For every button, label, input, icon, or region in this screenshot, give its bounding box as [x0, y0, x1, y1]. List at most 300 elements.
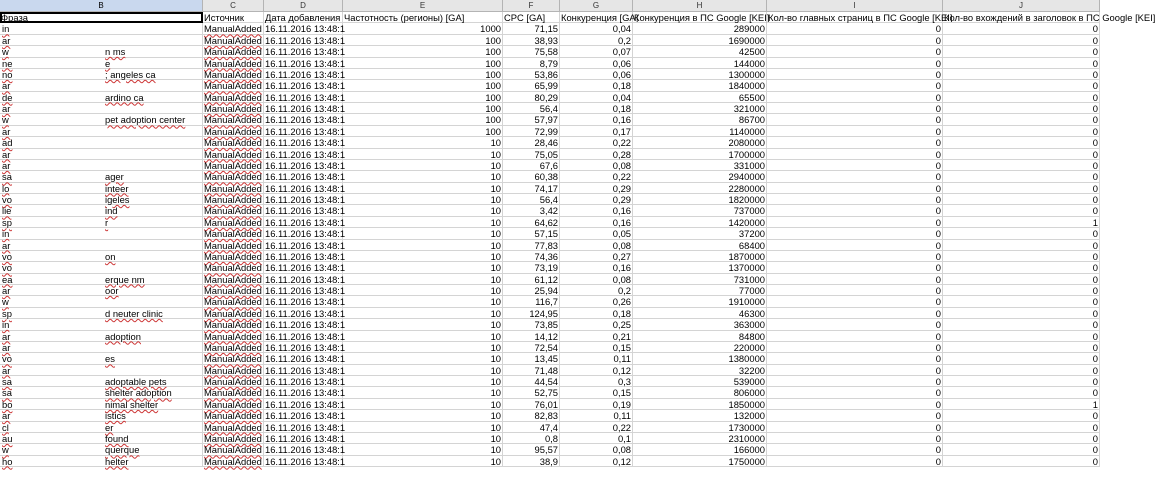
kei-cell[interactable]: 42500	[633, 46, 767, 57]
freq-cell[interactable]: 10	[343, 433, 503, 444]
column-header-f[interactable]: F	[503, 0, 560, 12]
phrase-cell[interactable]	[0, 262, 203, 273]
kei-cell[interactable]: 2080000	[633, 137, 767, 148]
date-cell[interactable]: 16.11.2016 13:48:1	[265, 239, 346, 251]
main-cell[interactable]: 0	[767, 58, 943, 69]
kei-cell[interactable]: 65500	[633, 92, 767, 103]
date-cell[interactable]: 16.11.2016 13:48:1	[265, 353, 346, 365]
main-cell[interactable]: 0	[767, 69, 943, 80]
freq-cell[interactable]: 10	[343, 228, 503, 239]
phrase-cell[interactable]	[0, 149, 203, 160]
column-header-b[interactable]: B	[0, 0, 203, 12]
src-cell[interactable]: ManualAdded	[203, 46, 264, 57]
comp-cell[interactable]: 0,29	[560, 183, 633, 194]
main-cell[interactable]: 0	[767, 126, 943, 137]
date-cell[interactable]: 16.11.2016 13:48:1	[265, 330, 346, 342]
kei-cell[interactable]: 1730000	[633, 422, 767, 433]
freq-cell[interactable]: 10	[343, 308, 503, 319]
kei-cell[interactable]: 1750000	[633, 456, 767, 467]
comp-cell[interactable]: 0,1	[560, 433, 633, 444]
main-cell[interactable]: 0	[767, 342, 943, 353]
date-cell[interactable]: 16.11.2016 13:48:1	[265, 137, 346, 149]
phrase-cell[interactable]	[0, 137, 203, 148]
src-cell[interactable]: ManualAdded	[203, 319, 264, 330]
title-cell[interactable]: 0	[943, 23, 1100, 34]
date-cell[interactable]: 16.11.2016 13:48:1	[265, 273, 346, 285]
cpc-cell[interactable]: 44,54	[503, 376, 560, 387]
kei-cell[interactable]: 32200	[633, 365, 767, 376]
phrase-cell[interactable]	[0, 46, 203, 57]
src-cell[interactable]: ManualAdded	[203, 444, 264, 455]
kei-cell[interactable]: 2310000	[633, 433, 767, 444]
title-cell[interactable]: 0	[943, 92, 1100, 103]
src-cell[interactable]: ManualAdded	[203, 171, 264, 182]
kei-cell[interactable]: 331000	[633, 160, 767, 171]
date-cell[interactable]: 16.11.2016 13:48:1	[265, 285, 346, 296]
phrase-cell[interactable]	[0, 387, 203, 398]
src-cell[interactable]: ManualAdded	[203, 422, 264, 433]
title-cell[interactable]: 0	[943, 183, 1100, 194]
comp-cell[interactable]: 0,18	[560, 103, 633, 114]
title-cell[interactable]: 0	[943, 80, 1100, 91]
phrase-cell[interactable]	[0, 308, 203, 319]
kei-cell[interactable]: 1840000	[633, 80, 767, 91]
kei-cell[interactable]: 806000	[633, 387, 767, 398]
freq-cell[interactable]: 100	[343, 46, 503, 57]
phrase-cell[interactable]	[0, 342, 203, 353]
cpc-cell[interactable]: 38,93	[503, 35, 560, 46]
cpc-cell[interactable]: 60,38	[503, 171, 560, 182]
date-cell[interactable]: 16.11.2016 13:48:1	[265, 319, 346, 331]
column-header-h[interactable]: H	[633, 0, 767, 12]
date-cell[interactable]: 16.11.2016 13:48:1	[265, 205, 346, 217]
date-cell[interactable]: 16.11.2016 13:48:1	[265, 398, 346, 410]
cpc-cell[interactable]: 74,36	[503, 251, 560, 262]
header-cell[interactable]: Частотность (регионы) [GA]	[343, 12, 503, 23]
phrase-cell[interactable]	[0, 171, 203, 182]
freq-cell[interactable]: 100	[343, 58, 503, 69]
src-cell[interactable]: ManualAdded	[203, 342, 264, 353]
date-cell[interactable]: 16.11.2016 13:48:1	[265, 68, 346, 80]
main-cell[interactable]: 0	[767, 23, 943, 34]
kei-cell[interactable]: 737000	[633, 205, 767, 216]
date-cell[interactable]: 16.11.2016 13:48:1	[265, 228, 346, 240]
title-cell[interactable]: 0	[943, 228, 1100, 239]
title-cell[interactable]: 0	[943, 114, 1100, 125]
phrase-cell[interactable]	[0, 183, 203, 194]
freq-cell[interactable]: 10	[343, 160, 503, 171]
cpc-cell[interactable]: 3,42	[503, 205, 560, 216]
main-cell[interactable]: 0	[767, 353, 943, 364]
src-cell[interactable]: ManualAdded	[203, 251, 264, 262]
cpc-cell[interactable]: 72,99	[503, 126, 560, 137]
cpc-cell[interactable]: 56,4	[503, 194, 560, 205]
title-cell[interactable]: 0	[943, 433, 1100, 444]
kei-cell[interactable]: 1820000	[633, 194, 767, 205]
title-cell[interactable]: 0	[943, 342, 1100, 353]
kei-cell[interactable]: 37200	[633, 228, 767, 239]
src-cell[interactable]: ManualAdded	[203, 205, 264, 216]
kei-cell[interactable]: 132000	[633, 410, 767, 421]
date-cell[interactable]: 16.11.2016 13:48:1	[265, 46, 346, 58]
kei-cell[interactable]: 1140000	[633, 126, 767, 137]
date-cell[interactable]: 16.11.2016 13:48:1	[265, 250, 346, 262]
cpc-cell[interactable]: 14,12	[503, 331, 560, 342]
title-cell[interactable]: 0	[943, 319, 1100, 330]
cpc-cell[interactable]: 124,95	[503, 308, 560, 319]
date-cell[interactable]: 16.11.2016 13:48:1	[265, 410, 346, 422]
src-cell[interactable]: ManualAdded	[203, 274, 264, 285]
src-cell[interactable]: ManualAdded	[203, 23, 264, 34]
freq-cell[interactable]: 10	[343, 137, 503, 148]
comp-cell[interactable]: 0,21	[560, 331, 633, 342]
title-cell[interactable]: 0	[943, 240, 1100, 251]
title-cell[interactable]: 0	[943, 160, 1100, 171]
freq-cell[interactable]: 10	[343, 342, 503, 353]
date-cell[interactable]: 16.11.2016 13:48:1	[265, 216, 346, 228]
comp-cell[interactable]: 0,04	[560, 92, 633, 103]
date-cell[interactable]: 16.11.2016 13:48:1	[265, 455, 346, 467]
src-cell[interactable]: ManualAdded	[203, 308, 264, 319]
main-cell[interactable]: 0	[767, 92, 943, 103]
phrase-cell[interactable]	[0, 228, 203, 239]
comp-cell[interactable]: 0,28	[560, 149, 633, 160]
cpc-cell[interactable]: 73,85	[503, 319, 560, 330]
main-cell[interactable]: 0	[767, 228, 943, 239]
freq-cell[interactable]: 10	[343, 422, 503, 433]
kei-cell[interactable]: 84800	[633, 331, 767, 342]
date-cell[interactable]: 16.11.2016 13:48:1	[265, 364, 346, 376]
phrase-cell[interactable]	[0, 433, 203, 444]
kei-cell[interactable]: 539000	[633, 376, 767, 387]
phrase-cell[interactable]	[0, 240, 203, 251]
kei-cell[interactable]: 1420000	[633, 217, 767, 228]
title-cell[interactable]: 0	[943, 46, 1100, 57]
freq-cell[interactable]: 10	[343, 183, 503, 194]
src-cell[interactable]: ManualAdded	[203, 240, 264, 251]
freq-cell[interactable]: 100	[343, 126, 503, 137]
title-cell[interactable]: 0	[943, 376, 1100, 387]
main-cell[interactable]: 0	[767, 422, 943, 433]
cpc-cell[interactable]: 57,97	[503, 114, 560, 125]
column-header-e[interactable]: E	[343, 0, 503, 12]
comp-cell[interactable]: 0,3	[560, 376, 633, 387]
column-header-j[interactable]: J	[943, 0, 1100, 12]
kei-cell[interactable]: 2280000	[633, 183, 767, 194]
column-header-c[interactable]: C	[203, 0, 264, 12]
cpc-cell[interactable]: 75,05	[503, 149, 560, 160]
kei-cell[interactable]: 68400	[633, 240, 767, 251]
cpc-cell[interactable]: 65,99	[503, 80, 560, 91]
active-cell-header[interactable]: Фраза	[0, 12, 203, 23]
phrase-cell[interactable]	[0, 126, 203, 137]
comp-cell[interactable]: 0,05	[560, 228, 633, 239]
freq-cell[interactable]: 10	[343, 456, 503, 467]
comp-cell[interactable]: 0,18	[560, 308, 633, 319]
phrase-cell[interactable]	[0, 274, 203, 285]
comp-cell[interactable]: 0,17	[560, 126, 633, 137]
cpc-cell[interactable]: 57,15	[503, 228, 560, 239]
kei-cell[interactable]: 1910000	[633, 296, 767, 307]
date-cell[interactable]: 16.11.2016 13:48:1	[265, 432, 346, 444]
date-cell[interactable]: 16.11.2016 13:48:1	[265, 80, 346, 92]
comp-cell[interactable]: 0,16	[560, 205, 633, 216]
phrase-cell[interactable]	[0, 205, 203, 216]
cpc-cell[interactable]: 0,8	[503, 433, 560, 444]
date-cell[interactable]: 16.11.2016 13:48:1	[265, 376, 346, 387]
src-cell[interactable]: ManualAdded	[203, 160, 264, 171]
main-cell[interactable]: 0	[767, 137, 943, 148]
freq-cell[interactable]: 100	[343, 80, 503, 91]
freq-cell[interactable]: 10	[343, 387, 503, 398]
main-cell[interactable]: 0	[767, 217, 943, 228]
freq-cell[interactable]: 10	[343, 296, 503, 307]
src-cell[interactable]: ManualAdded	[203, 149, 264, 160]
freq-cell[interactable]: 100	[343, 92, 503, 103]
phrase-cell[interactable]	[0, 444, 203, 455]
header-cell[interactable]: Источник	[203, 12, 264, 23]
cpc-cell[interactable]: 73,19	[503, 262, 560, 273]
title-cell[interactable]: 0	[943, 103, 1100, 114]
src-cell[interactable]: ManualAdded	[203, 285, 264, 296]
comp-cell[interactable]: 0,22	[560, 171, 633, 182]
date-cell[interactable]: 16.11.2016 13:48:1	[265, 444, 346, 456]
freq-cell[interactable]: 10	[343, 319, 503, 330]
cpc-cell[interactable]: 64,62	[503, 217, 560, 228]
main-cell[interactable]: 0	[767, 183, 943, 194]
title-cell[interactable]: 0	[943, 308, 1100, 319]
cpc-cell[interactable]: 71,15	[503, 23, 560, 34]
src-cell[interactable]: ManualAdded	[203, 410, 264, 421]
header-cell[interactable]: Кол-во главных страниц в ПС Google [KEI]	[768, 12, 953, 23]
src-cell[interactable]: ManualAdded	[203, 35, 264, 46]
src-cell[interactable]: ManualAdded	[203, 365, 264, 376]
kei-cell[interactable]: 321000	[633, 103, 767, 114]
comp-cell[interactable]: 0,15	[560, 342, 633, 353]
phrase-cell[interactable]	[0, 456, 203, 467]
date-cell[interactable]: 16.11.2016 13:48:1	[265, 23, 346, 35]
main-cell[interactable]: 0	[767, 433, 943, 444]
freq-cell[interactable]: 10	[343, 262, 503, 273]
cpc-cell[interactable]: 71,48	[503, 365, 560, 376]
date-cell[interactable]: 16.11.2016 13:48:1	[265, 114, 346, 126]
header-cell[interactable]: CPC [GA]	[503, 12, 560, 23]
header-cell[interactable]: Конкуренция [GA]	[561, 12, 639, 23]
title-cell[interactable]: 0	[943, 331, 1100, 342]
column-header-i[interactable]: I	[767, 0, 943, 12]
cpc-cell[interactable]: 95,57	[503, 444, 560, 455]
comp-cell[interactable]: 0,15	[560, 387, 633, 398]
comp-cell[interactable]: 0,06	[560, 69, 633, 80]
kei-cell[interactable]: 731000	[633, 274, 767, 285]
phrase-cell[interactable]	[0, 80, 203, 91]
title-cell[interactable]: 0	[943, 444, 1100, 455]
phrase-cell[interactable]	[0, 114, 203, 125]
phrase-cell[interactable]	[0, 23, 203, 34]
cpc-cell[interactable]: 116,7	[503, 296, 560, 307]
src-cell[interactable]: ManualAdded	[203, 114, 264, 125]
cpc-cell[interactable]: 77,83	[503, 240, 560, 251]
date-cell[interactable]: 16.11.2016 13:48:1	[265, 341, 346, 353]
main-cell[interactable]: 0	[767, 444, 943, 455]
freq-cell[interactable]: 10	[343, 240, 503, 251]
title-cell[interactable]: 0	[943, 35, 1100, 46]
comp-cell[interactable]: 0,16	[560, 262, 633, 273]
title-cell[interactable]: 0	[943, 205, 1100, 216]
title-cell[interactable]: 0	[943, 353, 1100, 364]
title-cell[interactable]: 1	[943, 399, 1100, 410]
main-cell[interactable]: 0	[767, 114, 943, 125]
comp-cell[interactable]: 0,29	[560, 194, 633, 205]
cpc-cell[interactable]: 56,4	[503, 103, 560, 114]
title-cell[interactable]: 0	[943, 171, 1100, 182]
kei-cell[interactable]: 86700	[633, 114, 767, 125]
phrase-cell[interactable]	[0, 331, 203, 342]
freq-cell[interactable]: 10	[343, 274, 503, 285]
main-cell[interactable]: 0	[767, 319, 943, 330]
comp-cell[interactable]: 0,22	[560, 137, 633, 148]
cpc-cell[interactable]: 52,75	[503, 387, 560, 398]
date-cell[interactable]: 16.11.2016 13:48:1	[265, 159, 346, 171]
title-cell[interactable]: 0	[943, 285, 1100, 296]
kei-cell[interactable]: 1700000	[633, 149, 767, 160]
cpc-cell[interactable]: 25,94	[503, 285, 560, 296]
date-cell[interactable]: 16.11.2016 13:48:1	[265, 125, 346, 137]
phrase-cell[interactable]	[0, 353, 203, 364]
freq-cell[interactable]: 1000	[343, 23, 503, 34]
phrase-cell[interactable]	[0, 365, 203, 376]
freq-cell[interactable]: 10	[343, 251, 503, 262]
kei-cell[interactable]: 363000	[633, 319, 767, 330]
freq-cell[interactable]: 100	[343, 69, 503, 80]
header-cell[interactable]: Конкуренция в ПС Google [KEI]	[634, 12, 770, 23]
src-cell[interactable]: ManualAdded	[203, 58, 264, 69]
comp-cell[interactable]: 0,08	[560, 444, 633, 455]
main-cell[interactable]: 0	[767, 285, 943, 296]
src-cell[interactable]: ManualAdded	[203, 80, 264, 91]
src-cell[interactable]: ManualAdded	[203, 387, 264, 398]
date-cell[interactable]: 16.11.2016 13:48:1	[265, 307, 346, 319]
title-cell[interactable]: 0	[943, 410, 1100, 421]
kei-cell[interactable]: 220000	[633, 342, 767, 353]
comp-cell[interactable]: 0,19	[560, 399, 633, 410]
cpc-cell[interactable]: 38,9	[503, 456, 560, 467]
title-cell[interactable]: 0	[943, 365, 1100, 376]
comp-cell[interactable]: 0,06	[560, 58, 633, 69]
cpc-cell[interactable]: 72,54	[503, 342, 560, 353]
title-cell[interactable]: 0	[943, 274, 1100, 285]
freq-cell[interactable]: 10	[343, 376, 503, 387]
kei-cell[interactable]: 1380000	[633, 353, 767, 364]
main-cell[interactable]: 0	[767, 399, 943, 410]
cpc-cell[interactable]: 28,46	[503, 137, 560, 148]
title-cell[interactable]: 0	[943, 387, 1100, 398]
main-cell[interactable]: 0	[767, 251, 943, 262]
title-cell[interactable]: 0	[943, 251, 1100, 262]
comp-cell[interactable]: 0,18	[560, 80, 633, 91]
src-cell[interactable]: ManualAdded	[203, 92, 264, 103]
main-cell[interactable]: 0	[767, 240, 943, 251]
kei-cell[interactable]: 1370000	[633, 262, 767, 273]
freq-cell[interactable]: 10	[343, 444, 503, 455]
phrase-cell[interactable]	[0, 194, 203, 205]
kei-cell[interactable]: 1850000	[633, 399, 767, 410]
main-cell[interactable]: 0	[767, 456, 943, 467]
column-header-d[interactable]: D	[264, 0, 343, 12]
cpc-cell[interactable]: 61,12	[503, 274, 560, 285]
date-cell[interactable]: 16.11.2016 13:48:1	[265, 34, 346, 46]
src-cell[interactable]: ManualAdded	[203, 217, 264, 228]
kei-cell[interactable]: 289000	[633, 23, 767, 34]
phrase-cell[interactable]	[0, 160, 203, 171]
src-cell[interactable]: ManualAdded	[203, 433, 264, 444]
date-cell[interactable]: 16.11.2016 13:48:1	[265, 91, 346, 103]
cpc-cell[interactable]: 13,45	[503, 353, 560, 364]
freq-cell[interactable]: 10	[343, 399, 503, 410]
src-cell[interactable]: ManualAdded	[203, 353, 264, 364]
comp-cell[interactable]: 0,11	[560, 410, 633, 421]
src-cell[interactable]: ManualAdded	[203, 262, 264, 273]
main-cell[interactable]: 0	[767, 376, 943, 387]
main-cell[interactable]: 0	[767, 160, 943, 171]
comp-cell[interactable]: 0,16	[560, 217, 633, 228]
cpc-cell[interactable]: 74,17	[503, 183, 560, 194]
phrase-cell[interactable]	[0, 399, 203, 410]
comp-cell[interactable]: 0,08	[560, 240, 633, 251]
date-cell[interactable]: 16.11.2016 13:48:1	[265, 421, 346, 433]
freq-cell[interactable]: 10	[343, 353, 503, 364]
date-cell[interactable]: 16.11.2016 13:48:1	[265, 296, 346, 308]
src-cell[interactable]: ManualAdded	[203, 194, 264, 205]
src-cell[interactable]: ManualAdded	[203, 228, 264, 239]
main-cell[interactable]: 0	[767, 296, 943, 307]
kei-cell[interactable]: 2940000	[633, 171, 767, 182]
phrase-cell[interactable]	[0, 285, 203, 296]
main-cell[interactable]: 0	[767, 262, 943, 273]
freq-cell[interactable]: 10	[343, 285, 503, 296]
main-cell[interactable]: 0	[767, 80, 943, 91]
kei-cell[interactable]: 166000	[633, 444, 767, 455]
main-cell[interactable]: 0	[767, 171, 943, 182]
freq-cell[interactable]: 10	[343, 410, 503, 421]
main-cell[interactable]: 0	[767, 35, 943, 46]
phrase-cell[interactable]	[0, 410, 203, 421]
main-cell[interactable]: 0	[767, 274, 943, 285]
src-cell[interactable]: ManualAdded	[203, 296, 264, 307]
cpc-cell[interactable]: 67,6	[503, 160, 560, 171]
column-header-g[interactable]: G	[560, 0, 633, 12]
freq-cell[interactable]: 10	[343, 365, 503, 376]
freq-cell[interactable]: 10	[343, 171, 503, 182]
main-cell[interactable]: 0	[767, 149, 943, 160]
header-cell[interactable]: Кол-во вхождений в заголовок в ПС Google [KEI]	[944, 12, 1155, 23]
comp-cell[interactable]: 0,08	[560, 274, 633, 285]
main-cell[interactable]: 0	[767, 46, 943, 57]
src-cell[interactable]: ManualAdded	[203, 137, 264, 148]
title-cell[interactable]: 0	[943, 194, 1100, 205]
comp-cell[interactable]: 0,2	[560, 285, 633, 296]
comp-cell[interactable]: 0,25	[560, 319, 633, 330]
phrase-cell[interactable]	[0, 69, 203, 80]
phrase-cell[interactable]	[0, 319, 203, 330]
src-cell[interactable]: ManualAdded	[203, 331, 264, 342]
comp-cell[interactable]: 0,27	[560, 251, 633, 262]
title-cell[interactable]: 1	[943, 217, 1100, 228]
title-cell[interactable]: 0	[943, 262, 1100, 273]
phrase-cell[interactable]	[0, 58, 203, 69]
freq-cell[interactable]: 10	[343, 149, 503, 160]
comp-cell[interactable]: 0,26	[560, 296, 633, 307]
